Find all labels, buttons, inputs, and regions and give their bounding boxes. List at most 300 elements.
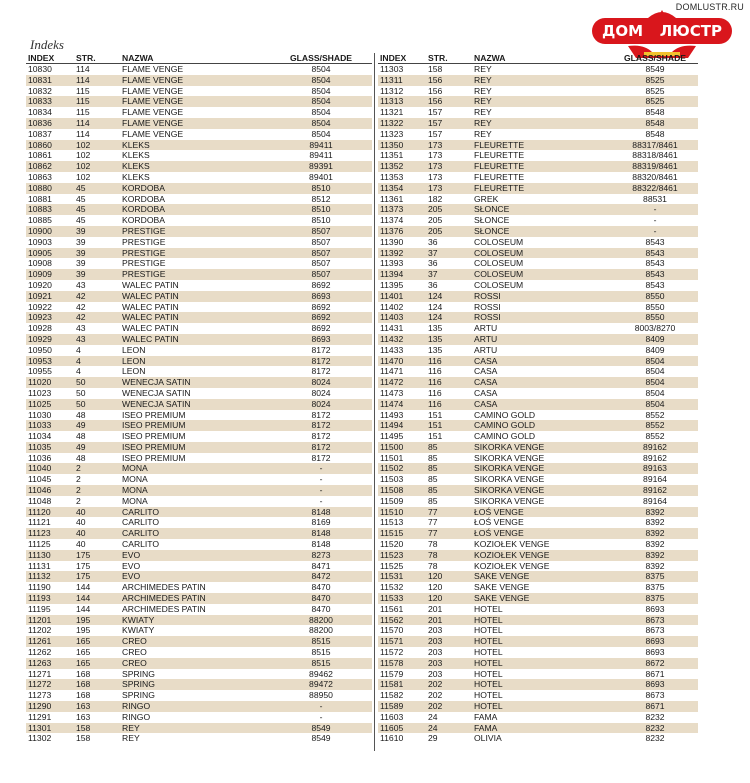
cell-str: 203	[426, 636, 472, 647]
cell-index: 10905	[26, 248, 74, 259]
cell-glass-shade: 8552	[612, 420, 698, 431]
cell-nazwa: LEON	[120, 345, 270, 356]
cell-index: 11474	[378, 399, 426, 410]
cell-str: 163	[74, 712, 120, 723]
cell-glass-shade: 8550	[612, 302, 698, 313]
cell-glass-shade: 8504	[612, 388, 698, 399]
cell-glass-shade: 89391	[270, 161, 372, 172]
cell-glass-shade: 8504	[270, 129, 372, 140]
table-row	[26, 647, 372, 658]
cell-str: 77	[426, 507, 472, 518]
cell-str: 144	[74, 593, 120, 604]
cell-index: 11401	[378, 291, 426, 302]
cell-glass-shade: 8172	[270, 442, 372, 453]
cell-str: 36	[426, 237, 472, 248]
cell-glass-shade: 8409	[612, 334, 698, 345]
cell-glass-shade: 8552	[612, 410, 698, 421]
header-index: INDEX	[378, 53, 426, 64]
cell-str: 43	[74, 280, 120, 291]
table-row	[26, 248, 372, 259]
table-header-row	[26, 53, 372, 64]
cell-str: 182	[426, 194, 472, 205]
cell-str: 85	[426, 442, 472, 453]
cell-index: 11471	[378, 366, 426, 377]
cell-str: 151	[426, 420, 472, 431]
cell-index: 10831	[26, 75, 74, 86]
cell-glass-shade: 8693	[270, 291, 372, 302]
cell-nazwa: FLEURETTE	[472, 150, 612, 161]
cell-str: 116	[426, 356, 472, 367]
cell-nazwa: WENECJA SATIN	[120, 377, 270, 388]
cell-index: 11262	[26, 647, 74, 658]
table-row	[378, 183, 698, 194]
cell-nazwa: WENECJA SATIN	[120, 399, 270, 410]
cell-glass-shade: 8507	[270, 226, 372, 237]
cell-nazwa: LEON	[120, 356, 270, 367]
cell-nazwa: COLOSEUM	[472, 237, 612, 248]
cell-nazwa: PRESTIGE	[120, 258, 270, 269]
cell-index: 10837	[26, 129, 74, 140]
cell-nazwa: ISEO PREMIUM	[120, 431, 270, 442]
header-str: STR.	[74, 53, 120, 64]
cell-glass-shade: 8504	[270, 86, 372, 97]
cell-index: 11470	[378, 356, 426, 367]
table-row	[378, 561, 698, 572]
cell-glass-shade: 8392	[612, 528, 698, 539]
header-nazwa: NAZWA	[120, 53, 270, 64]
cell-nazwa: HOTEL	[472, 701, 612, 712]
cell-str: 201	[426, 604, 472, 615]
cell-str: 48	[74, 410, 120, 421]
cell-str: 158	[74, 723, 120, 734]
cell-glass-shade: 8549	[270, 733, 372, 744]
cell-index: 11201	[26, 615, 74, 626]
cell-index: 11323	[378, 129, 426, 140]
cell-str: 135	[426, 323, 472, 334]
cell-nazwa: CAMINO GOLD	[472, 431, 612, 442]
cell-nazwa: KOZIOŁEK VENGE	[472, 550, 612, 561]
cell-glass-shade: 8232	[612, 723, 698, 734]
table-row	[378, 248, 698, 259]
table-row	[26, 474, 372, 485]
table-row	[26, 280, 372, 291]
cell-str: 48	[74, 453, 120, 464]
cell-str: 168	[74, 679, 120, 690]
cell-glass-shade: 8409	[612, 345, 698, 356]
cell-str: 175	[74, 571, 120, 582]
cell-index: 11190	[26, 582, 74, 593]
cell-glass-shade: 8693	[270, 334, 372, 345]
table-row	[26, 615, 372, 626]
cell-glass-shade: 8673	[612, 690, 698, 701]
cell-nazwa: SPRING	[120, 679, 270, 690]
cell-glass-shade: 89164	[612, 474, 698, 485]
cell-str: 202	[426, 679, 472, 690]
cell-glass-shade: 8515	[270, 647, 372, 658]
cell-nazwa: EVO	[120, 571, 270, 582]
cell-str: 203	[426, 658, 472, 669]
cell-str: 120	[426, 593, 472, 604]
cell-index: 11301	[26, 723, 74, 734]
cell-glass-shade: 8543	[612, 237, 698, 248]
table-row	[378, 701, 698, 712]
cell-glass-shade: 8525	[612, 96, 698, 107]
table-row	[378, 194, 698, 205]
cell-index: 11510	[378, 507, 426, 518]
cell-glass-shade: 8525	[612, 75, 698, 86]
cell-index: 10883	[26, 204, 74, 215]
cell-glass-shade: 8525	[612, 86, 698, 97]
cell-str: 39	[74, 258, 120, 269]
cell-glass-shade: -	[612, 204, 698, 215]
table-row	[378, 312, 698, 323]
cell-index: 11578	[378, 658, 426, 669]
table-row	[26, 561, 372, 572]
cell-str: 85	[426, 496, 472, 507]
cell-glass-shade: 8671	[612, 701, 698, 712]
table-row	[378, 453, 698, 464]
cell-glass-shade: 8692	[270, 302, 372, 313]
cell-str: 156	[426, 96, 472, 107]
cell-glass-shade: 8515	[270, 658, 372, 669]
table-row	[378, 237, 698, 248]
cell-str: 124	[426, 291, 472, 302]
table-row	[26, 410, 372, 421]
cell-str: 78	[426, 539, 472, 550]
table-row	[26, 507, 372, 518]
cell-str: 173	[426, 172, 472, 183]
cell-glass-shade: 89162	[612, 453, 698, 464]
cell-index: 11354	[378, 183, 426, 194]
cell-glass-shade: 8550	[612, 312, 698, 323]
cell-nazwa: FAMA	[472, 712, 612, 723]
table-row	[26, 528, 372, 539]
table-row	[26, 334, 372, 345]
cell-str: 151	[426, 431, 472, 442]
cell-nazwa: ISEO PREMIUM	[120, 442, 270, 453]
cell-glass-shade: -	[270, 496, 372, 507]
table-row	[26, 107, 372, 118]
table-row	[26, 161, 372, 172]
cell-nazwa: FAMA	[472, 723, 612, 734]
table-row	[26, 366, 372, 377]
cell-nazwa: KLEKS	[120, 172, 270, 183]
cell-str: 175	[74, 561, 120, 572]
table-row	[26, 636, 372, 647]
site-url[interactable]: DOMLUSTR.RU	[675, 2, 744, 12]
cell-str: 39	[74, 226, 120, 237]
cell-nazwa: CAMINO GOLD	[472, 410, 612, 421]
cell-str: 45	[74, 194, 120, 205]
cell-str: 203	[426, 669, 472, 680]
cell-glass-shade: 8375	[612, 582, 698, 593]
cell-index: 11353	[378, 172, 426, 183]
cell-str: 45	[74, 204, 120, 215]
cell-nazwa: KORDOBA	[120, 194, 270, 205]
cell-index: 11520	[378, 539, 426, 550]
cell-str: 201	[426, 615, 472, 626]
cell-glass-shade: -	[612, 226, 698, 237]
cell-index: 11132	[26, 571, 74, 582]
cell-glass-shade: 8504	[270, 64, 372, 75]
cell-glass-shade: 8172	[270, 410, 372, 421]
cell-str: 78	[426, 550, 472, 561]
cell-glass-shade: 8507	[270, 248, 372, 259]
cell-str: 49	[74, 420, 120, 431]
table-row	[378, 258, 698, 269]
cell-index: 11273	[26, 690, 74, 701]
cell-str: 158	[74, 733, 120, 744]
cell-glass-shade: 8392	[612, 517, 698, 528]
cell-glass-shade: 88320/8461	[612, 172, 698, 183]
cell-str: 85	[426, 474, 472, 485]
cell-nazwa: ŁOŚ VENGE	[472, 507, 612, 518]
cell-index: 11402	[378, 302, 426, 313]
cell-glass-shade: 8673	[612, 625, 698, 636]
cell-nazwa: KOZIOŁEK VENGE	[472, 539, 612, 550]
cell-nazwa: SAKE VENGE	[472, 571, 612, 582]
cell-glass-shade: 8375	[612, 593, 698, 604]
cell-nazwa: REY	[472, 107, 612, 118]
cell-str: 173	[426, 140, 472, 151]
cell-str: 37	[426, 248, 472, 259]
cell-nazwa: SIKORKA VENGE	[472, 453, 612, 464]
cell-index: 11125	[26, 539, 74, 550]
cell-nazwa: KORDOBA	[120, 215, 270, 226]
cell-index: 11025	[26, 399, 74, 410]
table-row	[26, 679, 372, 690]
cell-glass-shade: 88950	[270, 690, 372, 701]
cell-nazwa: MONA	[120, 463, 270, 474]
table-row	[378, 204, 698, 215]
cell-glass-shade: 8172	[270, 366, 372, 377]
cell-index: 11533	[378, 593, 426, 604]
table-row	[378, 334, 698, 345]
cell-nazwa: PRESTIGE	[120, 248, 270, 259]
cell-glass-shade: 8552	[612, 431, 698, 442]
cell-str: 29	[426, 733, 472, 744]
table-row	[378, 388, 698, 399]
cell-glass-shade: 8543	[612, 280, 698, 291]
cell-str: 43	[74, 334, 120, 345]
cell-index: 11579	[378, 669, 426, 680]
cell-nazwa: ARCHIMEDES PATIN	[120, 582, 270, 593]
cell-nazwa: KLEKS	[120, 150, 270, 161]
cell-str: 116	[426, 388, 472, 399]
cell-nazwa: FLEURETTE	[472, 183, 612, 194]
cell-index: 11263	[26, 658, 74, 669]
cell-glass-shade: 89462	[270, 669, 372, 680]
cell-index: 11046	[26, 485, 74, 496]
table-row	[26, 118, 372, 129]
table-row	[378, 345, 698, 356]
cell-index: 11508	[378, 485, 426, 496]
cell-nazwa: SPRING	[120, 669, 270, 680]
cell-str: 151	[426, 410, 472, 421]
cell-str: 40	[74, 528, 120, 539]
cell-index: 11373	[378, 204, 426, 215]
table-row	[26, 712, 372, 723]
table-row	[378, 410, 698, 421]
cell-glass-shade: 8392	[612, 550, 698, 561]
cell-index: 11202	[26, 625, 74, 636]
cell-index: 11034	[26, 431, 74, 442]
table-row	[26, 237, 372, 248]
cell-index: 11130	[26, 550, 74, 561]
table-row	[26, 75, 372, 86]
cell-glass-shade: 8510	[270, 215, 372, 226]
cell-str: 144	[74, 604, 120, 615]
cell-glass-shade: 8172	[270, 420, 372, 431]
cell-glass-shade: 8392	[612, 561, 698, 572]
cell-index: 11494	[378, 420, 426, 431]
cell-nazwa: SIKORKA VENGE	[472, 463, 612, 474]
cell-index: 11603	[378, 712, 426, 723]
table-row	[378, 528, 698, 539]
cell-glass-shade: 89164	[612, 496, 698, 507]
cell-index: 11123	[26, 528, 74, 539]
table-row	[378, 129, 698, 140]
table-row	[378, 647, 698, 658]
cell-str: 37	[426, 269, 472, 280]
cell-nazwa: LEON	[120, 366, 270, 377]
cell-index: 11432	[378, 334, 426, 345]
cell-index: 11361	[378, 194, 426, 205]
cell-nazwa: WALEC PATIN	[120, 312, 270, 323]
cell-glass-shade: 89411	[270, 150, 372, 161]
cell-glass-shade: 8550	[612, 291, 698, 302]
cell-nazwa: CASA	[472, 366, 612, 377]
cell-str: 165	[74, 658, 120, 669]
cell-nazwa: FLAME VENGE	[120, 75, 270, 86]
cell-index: 10832	[26, 86, 74, 97]
table-row	[26, 323, 372, 334]
cell-index: 11195	[26, 604, 74, 615]
table-row	[26, 582, 372, 593]
cell-str: 124	[426, 312, 472, 323]
cell-nazwa: SŁONCE	[472, 215, 612, 226]
cell-nazwa: ISEO PREMIUM	[120, 453, 270, 464]
cell-glass-shade: 88200	[270, 625, 372, 636]
table-row	[378, 399, 698, 410]
cell-index: 11048	[26, 496, 74, 507]
table-row	[378, 420, 698, 431]
cell-index: 11513	[378, 517, 426, 528]
cell-nazwa: COLOSEUM	[472, 280, 612, 291]
cell-nazwa: CREO	[120, 636, 270, 647]
table-row	[378, 625, 698, 636]
cell-str: 102	[74, 140, 120, 151]
cell-glass-shade: 88317/8461	[612, 140, 698, 151]
cell-str: 203	[426, 647, 472, 658]
cell-glass-shade: 8504	[612, 366, 698, 377]
cell-nazwa: CASA	[472, 399, 612, 410]
cell-str: 165	[74, 647, 120, 658]
table-row	[26, 64, 372, 75]
cell-nazwa: SAKE VENGE	[472, 582, 612, 593]
cell-nazwa: CREO	[120, 647, 270, 658]
cell-index: 11036	[26, 453, 74, 464]
table-row	[378, 582, 698, 593]
cell-nazwa: HOTEL	[472, 636, 612, 647]
cell-str: 42	[74, 302, 120, 313]
cell-str: 175	[74, 550, 120, 561]
cell-glass-shade: 8172	[270, 431, 372, 442]
table-row	[378, 658, 698, 669]
table-row	[378, 172, 698, 183]
cell-glass-shade: -	[612, 215, 698, 226]
cell-nazwa: HOTEL	[472, 647, 612, 658]
cell-glass-shade: 8515	[270, 636, 372, 647]
cell-nazwa: RINGO	[120, 701, 270, 712]
cell-nazwa: HOTEL	[472, 625, 612, 636]
cell-glass-shade: 8673	[612, 615, 698, 626]
cell-str: 50	[74, 388, 120, 399]
cell-nazwa: FLAME VENGE	[120, 86, 270, 97]
cell-glass-shade: 8392	[612, 539, 698, 550]
cell-glass-shade: 8543	[612, 258, 698, 269]
cell-str: 2	[74, 463, 120, 474]
header-glass-shade: GLASS/SHADE	[612, 53, 698, 64]
table-row	[378, 539, 698, 550]
cell-index: 11582	[378, 690, 426, 701]
cell-index: 11392	[378, 248, 426, 259]
column-divider	[374, 53, 375, 751]
cell-glass-shade: 8692	[270, 280, 372, 291]
table-row	[26, 258, 372, 269]
table-row	[26, 571, 372, 582]
table-row	[26, 204, 372, 215]
cell-str: 116	[426, 377, 472, 388]
cell-nazwa: HOTEL	[472, 658, 612, 669]
cell-str: 115	[74, 86, 120, 97]
cell-nazwa: HOTEL	[472, 679, 612, 690]
table-row	[378, 280, 698, 291]
cell-glass-shade: 8148	[270, 528, 372, 539]
cell-nazwa: ARCHIMEDES PATIN	[120, 593, 270, 604]
cell-nazwa: OLIVIA	[472, 733, 612, 744]
cell-index: 10923	[26, 312, 74, 323]
table-row	[378, 150, 698, 161]
cell-glass-shade: 8692	[270, 312, 372, 323]
table-row	[378, 377, 698, 388]
table-row	[378, 86, 698, 97]
cell-nazwa: ARTU	[472, 323, 612, 334]
cell-nazwa: WALEC PATIN	[120, 302, 270, 313]
cell-nazwa: SIKORKA VENGE	[472, 474, 612, 485]
cell-glass-shade: -	[270, 463, 372, 474]
cell-nazwa: CAMINO GOLD	[472, 420, 612, 431]
cell-glass-shade: 8472	[270, 571, 372, 582]
cell-index: 11272	[26, 679, 74, 690]
cell-str: 40	[74, 539, 120, 550]
cell-index: 11431	[378, 323, 426, 334]
logo-word-lyustr: ЛЮСТР	[659, 22, 722, 40]
cell-index: 11121	[26, 517, 74, 528]
table-row	[378, 669, 698, 680]
cell-str: 144	[74, 582, 120, 593]
cell-index: 11311	[378, 75, 426, 86]
cell-index: 11291	[26, 712, 74, 723]
cell-nazwa: KLEKS	[120, 161, 270, 172]
cell-glass-shade: -	[270, 485, 372, 496]
cell-nazwa: CASA	[472, 356, 612, 367]
table-row	[26, 140, 372, 151]
cell-nazwa: HOTEL	[472, 615, 612, 626]
cell-glass-shade: 8549	[612, 64, 698, 75]
cell-str: 45	[74, 215, 120, 226]
cell-index: 10881	[26, 194, 74, 205]
